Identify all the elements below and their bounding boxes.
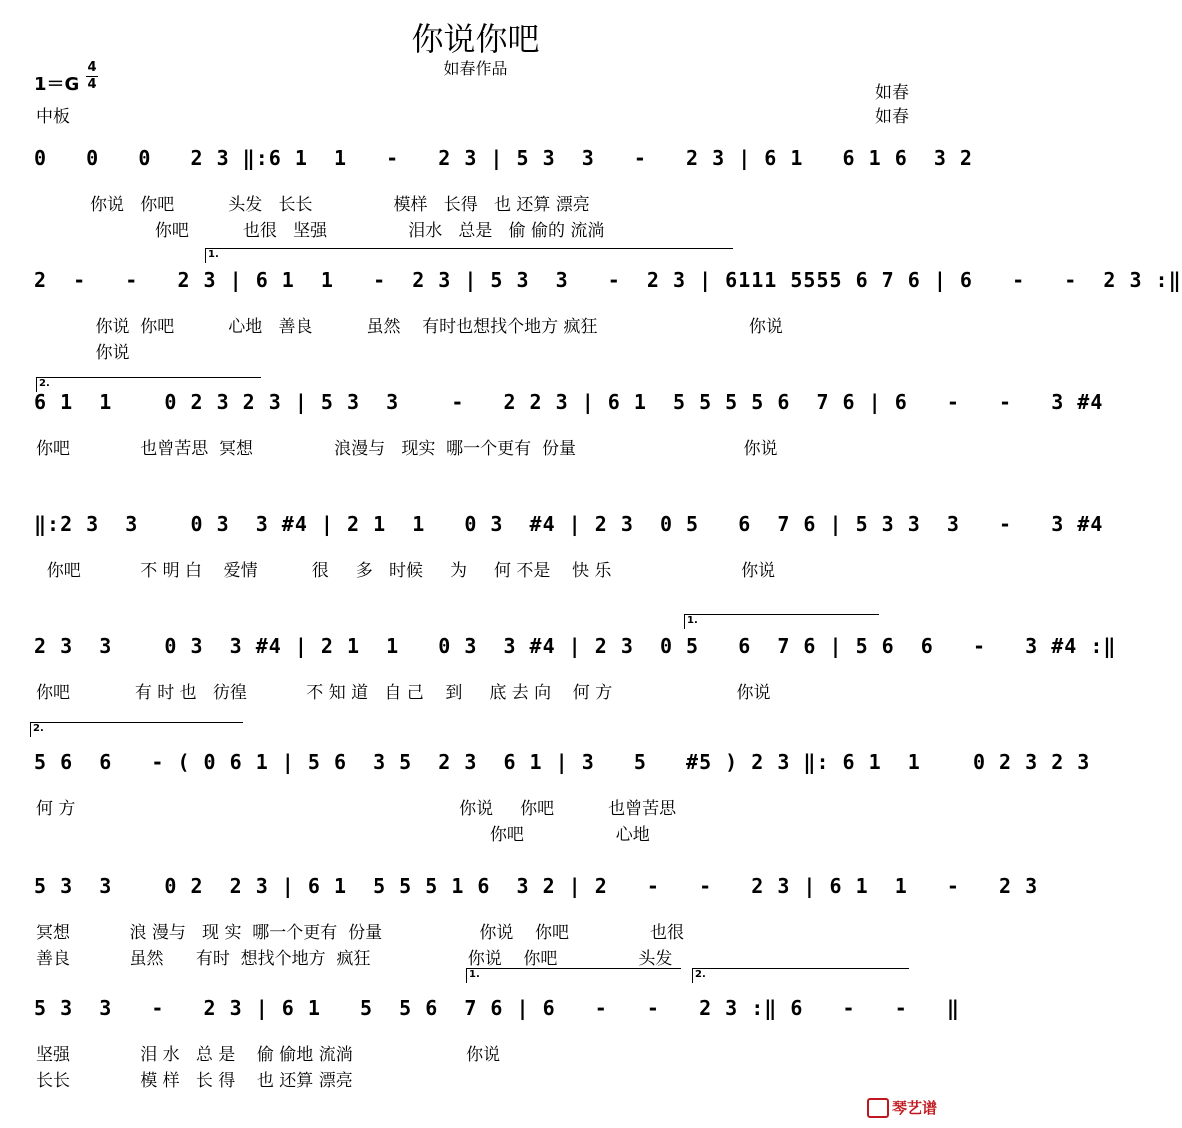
- time-signature-top: 4: [87, 60, 97, 75]
- lyric-line: 长长 模 样 长 得 也 还算 漂亮: [36, 1071, 353, 1091]
- song-title: 你说你吧: [411, 20, 540, 58]
- lyric-line: 善良 虽然 有时 想找个地方 疯狂 你说 你吧 头发: [36, 949, 673, 969]
- lyric-line: 坚强 泪 水 总 是 偷 偷地 流淌 你说: [36, 1045, 501, 1065]
- lyric-line: 你吧 不 明 白 爱情 很 多 时候 为 何 不是 快 乐 你说: [36, 561, 776, 581]
- second-ending-bracket: 2.: [692, 968, 909, 983]
- score-row: [34, 750, 1091, 780]
- logo-icon: [867, 1098, 889, 1118]
- lyric-line: 你吧 心地: [36, 825, 650, 845]
- score-row: [34, 996, 960, 1026]
- score-row: [34, 634, 1117, 664]
- notation-line: 2 - - 2 3 | 6 1 1 - 2 3 | 5 3 3 - 2 3 | 6111 5555 6 7 6 | 6 - - 2 3 :‖: [34, 268, 1182, 292]
- time-signature-bottom: 4: [87, 77, 97, 92]
- notation-line: 6 1 1 0 2 3 2 3 | 5 3 3 - 2 2 3 | 6 1 5 5 5 5 6 7 6 | 6 - - 3 #4: [34, 390, 1104, 414]
- lyric-line: 你说 你吧 心地 善良 虽然 有时也想找个地方 疯狂 你说: [36, 317, 783, 337]
- lyric-line: 冥想 浪 漫与 现 实 哪一个更有 份量 你说 你吧 也很: [36, 923, 685, 943]
- first-ending-bracket: 1.: [205, 248, 733, 263]
- score-row: [34, 390, 1104, 420]
- lyric-line: 你吧 也很 坚强 泪水 总是 偷 偷的 流淌: [36, 221, 605, 241]
- lyric-line: 你吧 也曾苦思 冥想 浪漫与 现实 哪一个更有 份量 你说: [36, 439, 778, 459]
- first-ending-bracket: 1.: [684, 614, 879, 629]
- score-row: [34, 146, 973, 176]
- composer-credit: 如春: [875, 107, 909, 127]
- logo-text: 琴艺谱: [891, 1098, 937, 1117]
- song-subtitle: 如春作品: [443, 59, 508, 78]
- notation-line: 5 3 3 0 2 2 3 | 6 1 5 5 5 1 6 3 2 | 2 - - 2 3 | 6 1 1 - 2 3: [34, 874, 1039, 898]
- site-logo[interactable]: [867, 1097, 937, 1119]
- score-row: [34, 874, 1039, 904]
- first-ending-bracket: 1.: [466, 968, 681, 983]
- key-signature: 1＝G: [34, 74, 80, 95]
- lyric-line: 何 方 你说 你吧 也曾苦思: [36, 799, 677, 819]
- notation-line: 2 3 3 0 3 3 #4 | 2 1 1 0 3 3 #4 | 2 3 0 5 6 7 6 | 5 6 6 - 3 #4 :‖: [34, 634, 1117, 658]
- tempo-marking: 中板: [36, 107, 70, 127]
- notation-line: 5 6 6 - ( 0 6 1 | 5 6 3 5 2 3 6 1 | 3 5 #5 ) 2 3 ‖: 6 1 1 0 2 3 2 3: [34, 750, 1091, 774]
- score-row: [34, 268, 1182, 298]
- notation-line: ‖:2 3 3 0 3 3 #4 | 2 1 1 0 3 #4 | 2 3 0 5 6 7 6 | 5 3 3 3 - 3 #4: [34, 512, 1104, 536]
- second-ending-bracket: 2.: [30, 722, 243, 737]
- lyricist-credit: 如春: [875, 83, 909, 103]
- score-row: [34, 512, 1104, 542]
- second-ending-bracket: 2.: [36, 377, 261, 392]
- lyric-line: 你吧 有 时 也 彷徨 不 知 道 自 己 到 底 去 向 何 方 你说: [36, 683, 771, 703]
- lyric-line: 你说: [36, 343, 130, 363]
- notation-line: 0 0 0 2 3 ‖:6 1 1 - 2 3 | 5 3 3 - 2 3 | 6 1 6 1 6 3 2: [34, 146, 973, 170]
- notation-line: 5 3 3 - 2 3 | 6 1 5 5 6 7 6 | 6 - - 2 3 :‖ 6 - - ‖: [34, 996, 960, 1020]
- lyric-line: 你说 你吧 头发 长长 模样 长得 也 还算 漂亮: [36, 195, 590, 215]
- time-signature: [86, 60, 98, 93]
